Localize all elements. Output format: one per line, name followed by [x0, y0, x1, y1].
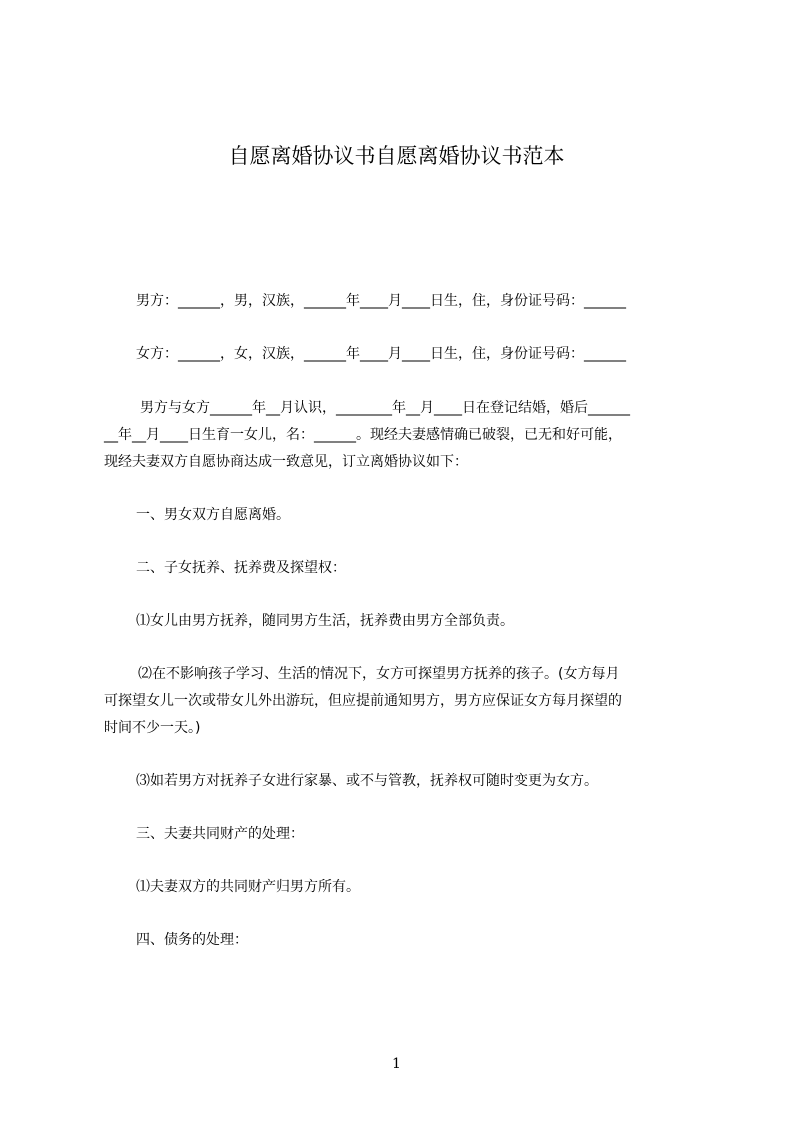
background-paragraph-line-3: 现经夫妻双方自愿协商达成一致意见，订立离婚协议如下：	[104, 454, 468, 470]
document-title: 自愿离婚协议书自愿离婚协议书范本	[228, 144, 565, 168]
section-2-item-2-line-3: 时间不少一天。)	[104, 720, 201, 736]
background-paragraph-line-2: __年__月____日生育一女儿，名：______。现经夫妻感情确已破裂，已无和好可能，	[104, 427, 622, 443]
section-2-heading: 二、子女抚养、抚养费及探望权：	[136, 560, 346, 576]
background-paragraph-line-1: 男方与女方______年__月认识，________年__月____日在登记结婚，婚后______	[140, 400, 630, 416]
section-2-item-2-line-2: 可探望女儿一次或带女儿外出游玩，但应提前通知男方，男方应保证女方每月探望的	[104, 693, 622, 709]
section-2-item-1: ⑴女儿由男方抚养，随同男方生活，抚养费由男方全部负责。	[136, 613, 514, 629]
section-3-item-1: ⑴夫妻双方的共同财产归男方所有。	[136, 879, 360, 895]
party-male-line: 男方：______，男，汉族，______年____月____日生，住，身份证号码：______	[136, 293, 626, 309]
section-2-item-2-line-1: ⑵在不影响孩子学习、生活的情况下，女方可探望男方抚养的孩子。(女方每月	[138, 666, 620, 682]
section-2-item-3: ⑶如若男方对抚养子女进行家暴、或不与管教，抚养权可随时变更为女方。	[136, 773, 598, 789]
party-female-line: 女方：______，女，汉族，______年____月____日生，住，身份证号码：______	[136, 346, 626, 362]
page-number: 1	[392, 1056, 401, 1072]
section-3-heading: 三、夫妻共同财产的处理：	[136, 826, 304, 842]
section-1-heading: 一、男女双方自愿离婚。	[136, 507, 290, 523]
section-4-heading: 四、债务的处理：	[136, 932, 248, 948]
